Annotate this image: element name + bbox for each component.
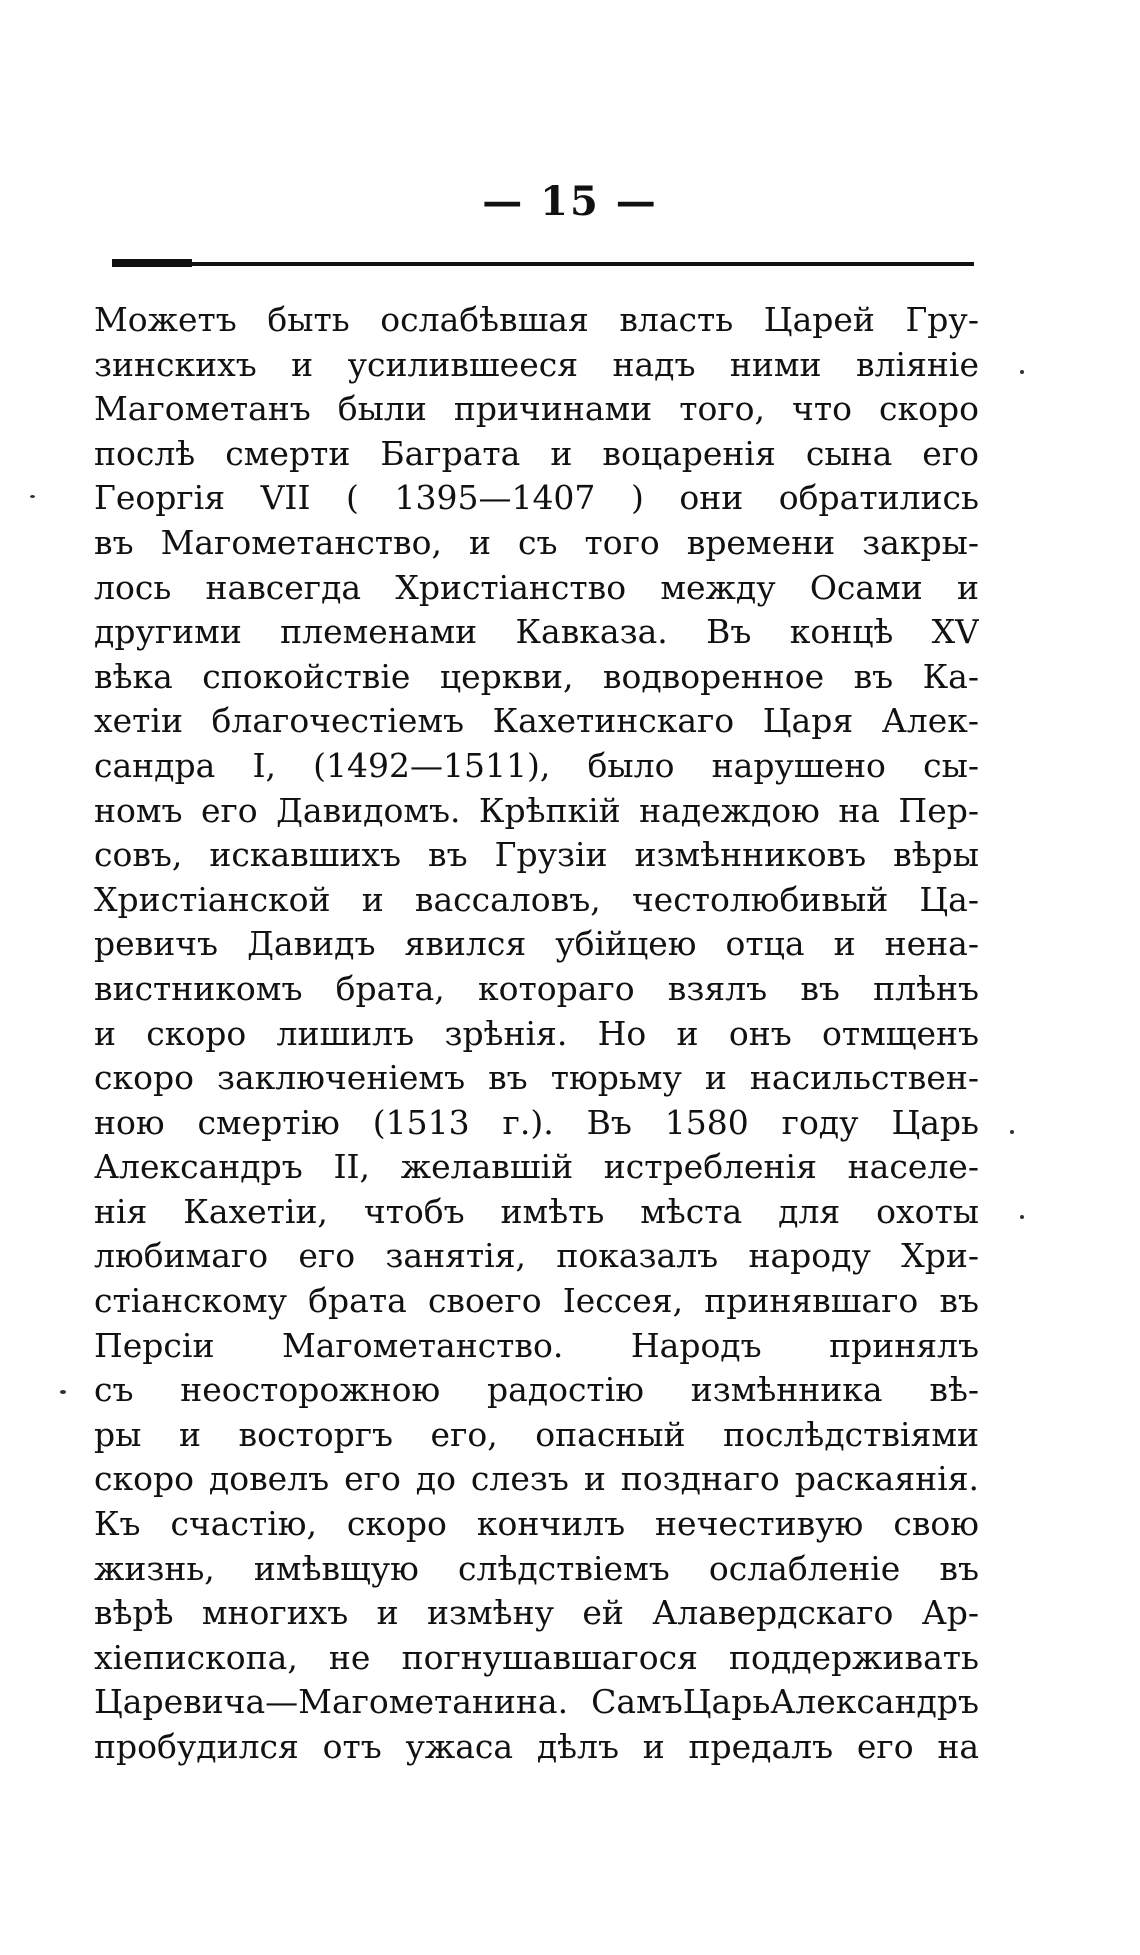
text-line: хіепископа, не погнушавшагося поддерживать: [94, 1637, 979, 1677]
text-line: вистникомъ брата, котораго взялъ въ плѣнъ: [94, 968, 979, 1008]
text-line: сандра I, (1492—1511), было нарушено сы-: [94, 745, 979, 785]
text-line: и скоро лишилъ зрѣнія. Но и онъ отмщенъ: [94, 1013, 979, 1053]
text-line: любимаго его занятія, показалъ народу Хри-: [94, 1236, 979, 1276]
text-line: ною смертію (1513 г.). Въ 1580 году Царь: [94, 1102, 979, 1142]
text-line: Христіанской и вассаловъ, честолюбивый Ца-: [94, 879, 979, 919]
text-line: въ Магометанство, и съ того времени закры-: [94, 522, 979, 562]
text-line: нія Кахетіи, чтобъ имѣть мѣста для охоты: [94, 1191, 979, 1231]
text-line: съ неосторожною радостію измѣнника вѣ-: [94, 1370, 979, 1410]
header-rule: [112, 262, 974, 266]
scan-speck: [1020, 1215, 1024, 1219]
scan-speck: [30, 495, 35, 498]
text-line: Георгія VII ( 1395—1407 ) они обратились: [94, 478, 979, 518]
scan-speck: [60, 1390, 66, 1394]
text-line: Персіи Магометанство. Народъ принялъ: [94, 1325, 979, 1365]
text-line: зинскихъ и усилившееся надъ ними вліяніе: [94, 344, 979, 384]
text-line: послѣ смерти Баграта и воцаренія сына его: [94, 433, 979, 473]
body-text: [94, 298, 979, 1770]
scan-speck: [1010, 1130, 1014, 1134]
text-line: вѣрѣ многихъ и измѣну ей Алавердскаго Ар-: [94, 1593, 979, 1633]
text-line: Царевича—Магометанина. СамъЦарьАлександръ: [94, 1682, 979, 1722]
text-line: лось навсегда Христіанство между Осами и: [94, 567, 979, 607]
text-line: скоро довелъ его до слезъ и позднаго раскаянія.: [94, 1459, 979, 1499]
text-line: совъ, искавшихъ въ Грузіи измѣнниковъ вѣры: [94, 835, 979, 875]
page-number: — 15 —: [482, 178, 658, 225]
text-line: стіанскому брата своего Іессея, принявшаго въ: [94, 1281, 979, 1321]
text-line: скоро заключеніемъ въ тюрьму и насильствен-: [94, 1058, 979, 1098]
text-line: Александръ II, желавшій истребленія населе-: [94, 1147, 979, 1187]
text-line: Можетъ быть ослабѣвшая власть Царей Гру-: [94, 300, 979, 339]
text-line: другими племенами Кавказа. Въ концѣ XV: [94, 612, 979, 652]
scan-speck: [1020, 370, 1024, 374]
text-line: ры и восторгъ его, опасный послѣдствіями: [94, 1414, 979, 1454]
text-line: пробудился отъ ужаса дѣлъ и предалъ его на: [94, 1727, 979, 1766]
text-line: жизнь, имѣвщую слѣдствіемъ ослабленіе въ: [94, 1548, 979, 1588]
text-line: номъ его Давидомъ. Крѣпкій надеждою на Пер-: [94, 790, 979, 830]
text-line: Къ счастію, скоро кончилъ нечестивую свою: [94, 1504, 979, 1544]
text-line: хетіи благочестіемъ Кахетинскаго Царя Алек-: [94, 701, 979, 741]
text-line: Магометанъ были причинами того, что скоро: [94, 389, 979, 429]
text-line: ревичъ Давидъ явился убійцею отца и нена-: [94, 924, 979, 964]
text-line: вѣка спокойствіе церкви, водворенное въ Ка-: [94, 656, 979, 696]
